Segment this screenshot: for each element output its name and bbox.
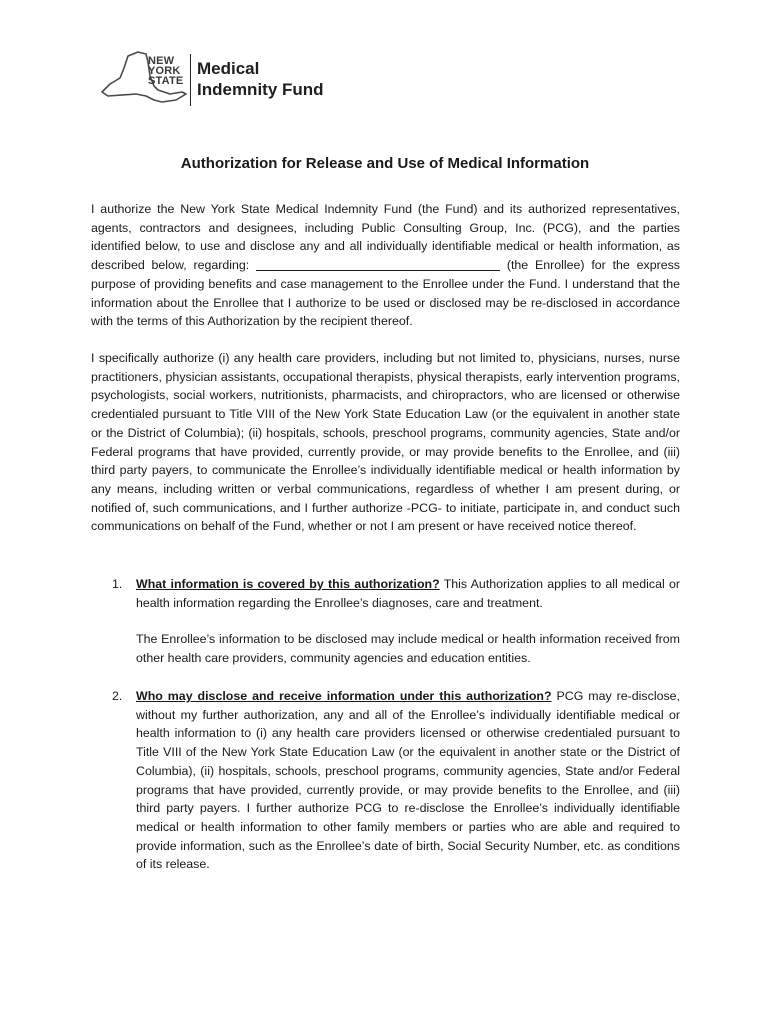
list-item: 2. Who may disclose and receive information under this authorization? PCG may re-disclose, without my further authorization, any and all of the Enrollee’s individually identifiable medical or health information to (i) any health care providers licensed or otherwise credentialed pursuant to Title VIII of the New York State Education Law (or the equivalent in another state or the District of Columbia), (ii) hospitals, schools, preschool programs, community agencies, State and/or Federal programs that have provided, currently provide, or may provide benefits to the Enrollee, and (iii) third party payers. I further authorize PCG to re-disclose the Enrollee’s individually identifiable medical or health information to other family members or parties who are able and required to provide information, such as the Enrollee’s date of birth, Social Security Number, etc. as conditions of its release. xyxy=(112,689,680,872)
list-item: 1. What information is covered by this authorization? This Authorization applies to all medical or health information regarding the Enrollee’s diagnoses, care and treatment. The Enrollee’s information to be disclosed may include medical or health information received from other health care providers, community agencies and education entities. xyxy=(112,575,680,668)
item-question: Who may disclose and receive information under this authorization? xyxy=(136,689,552,703)
item-number: 2. xyxy=(112,689,123,703)
document-title: Authorization for Release and Use of Medical Information xyxy=(180,155,590,172)
specific-authorization-paragraph: I specifically authorize (i) any health care providers, including but not limited to, physicians, nurses, nurse practitioners, physician assistants, occupational therapists, physical therapists, early intervention programs, psychologists, social workers, nutritionists, pharmacists, and chiropractors, who are licensed or otherwise credentialed pursuant to Title VIII of the New York State Education Law (or the equivalent in another state or the District of Columbia); (ii) hospitals, schools, preschool programs, community agencies, State and/or Federal programs that have provided, currently provide, or may provide benefits to the Enrollee, and (iii) third party payers, to communicate the Enrollee’s individually identifiable medical or health information by any means, including written or verbal communications, regardless of whether I am present during, or notified of, such communications, and I further authorize -PCG- to initiate, participate in, and conduct such communications on behalf of the Fund, whether or not I am present or have received notice thereof. xyxy=(91,351,680,534)
nys-medical-indemnity-fund-logo xyxy=(98,50,338,110)
item-question: What information is covered by this authorization? xyxy=(136,577,440,591)
authorization-paragraph: I authorize the New York State Medical Indemnity Fund (the Fund) and its authorized representatives, agents, contractors and designees, including Public Consulting Group, Inc. (PCG), and the parties identified below, to use and disclose any and all individually identifiable medical or health information, as described below, regarding: (the Enrollee) for the express purpose of providing benefits and case management to the Enrollee under the Fund. I understand that the information about the Enrollee that I authorize to be used or disclosed may be re-disclosed in accordance with the terms of this Authorization by the recipient thereof. xyxy=(91,202,680,329)
enrollee-name-blank[interactable] xyxy=(256,258,500,271)
new-york-state-wordmark: NEW YORK STATE xyxy=(148,55,184,87)
fund-wordmark: Medical Indemnity Fund xyxy=(197,59,324,99)
logo-divider xyxy=(190,54,191,106)
item-number: 1. xyxy=(112,577,123,591)
item-extra-text: The Enrollee’s information to be disclosed may include medical or health information received from other health care providers, community agencies and education entities. xyxy=(136,632,680,666)
